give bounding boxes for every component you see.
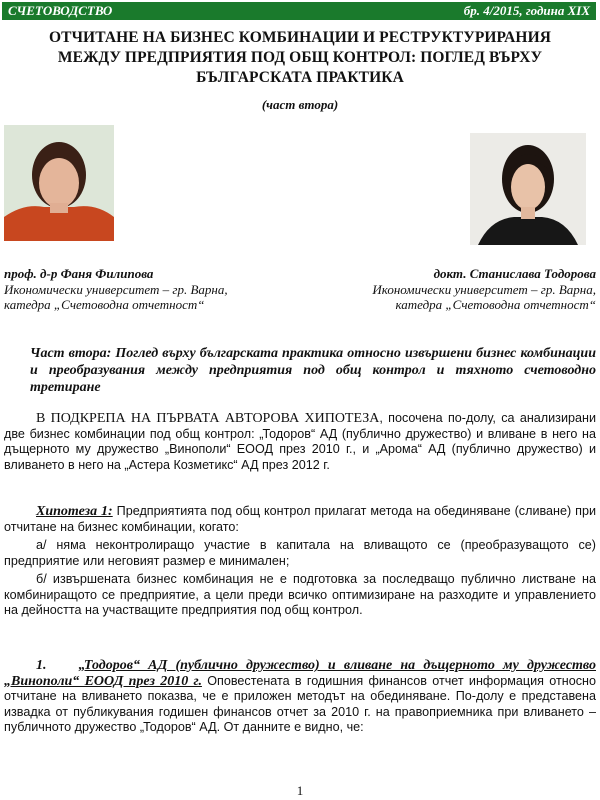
author-photo-left: [4, 125, 114, 241]
part-heading: Част втора: Поглед върху българската практика относно извършени бизнес комбинации и преобразувания между предприятия под общ контрол и тяхното счетоводно третиране: [30, 346, 596, 395]
paragraph-condition-a: [4, 538, 596, 569]
section-1-paragraph: [4, 658, 596, 736]
paragraph-hypothesis-intro: [4, 411, 596, 473]
paragraph-lead: В ПОДКРЕПА НА ПЪРВАТА АВТОРОВА ХИПОТЕЗА: [36, 411, 380, 426]
author-photo-right: [470, 133, 586, 245]
article-subtitle: (част втора): [261, 97, 339, 112]
author-name: докт. Станислава Тодорова: [433, 266, 596, 281]
condition-a-text: а/ няма неконтролиращо участие в капитала на вливащото се (преобразуващото се) предприятие или неговият размер е минимален;: [4, 538, 596, 568]
paragraph-condition-b: [4, 572, 596, 619]
author-department: катедра „Счетоводна отчетност“: [4, 297, 205, 312]
journal-header-bar: [2, 2, 596, 20]
page-number: 1: [296, 783, 304, 798]
author-left: [4, 266, 304, 313]
author-right: [306, 266, 596, 313]
section-number: 1.: [36, 658, 47, 673]
article-title: ОТЧИТАНЕ НА БИЗНЕС КОМБИНАЦИИ И РЕСТРУКТУРИРАНИЯ МЕЖДУ ПРЕДПРИЯТИЯ ПОД ОБЩ КОНТРОЛ: ПОГЛЕД ВЪРХУ БЪЛГАРСКАТА ПРАКТИКА: [48, 29, 552, 86]
paragraph-hypothesis: [4, 504, 596, 535]
issue-info: бр. 4/2015, година XIX: [463, 3, 590, 18]
author-affiliation: Икономически университет – гр. Варна,: [372, 281, 596, 297]
section-title: „Тодоров“ АД (публично дружество) и вливане на дъщерното му дружество „Винополи“ ЕООД през 2010 г.: [4, 658, 596, 689]
author-affiliation: Икономически университет – гр. Варна,: [4, 281, 228, 297]
author-department: катедра „Счетоводна отчетност“: [395, 297, 596, 312]
journal-name: СЧЕТОВОДСТВО: [8, 3, 113, 18]
condition-b-text: б/ извършената бизнес комбинация не е подготовка за последващо публично листване на комбиниращото се предприятие, а цели преди всичко оптимизиране на разходите и управлението на дейността на участващите предприятия под общ контрол.: [4, 572, 596, 617]
paragraph-text: , посочена по-долу, са анализирани две бизнес комбинации под общ контрол: „Тодоров“ АД (публично дружество) и вливане в него на дъщерното му дружество „Винополи“ ЕООД през 2010 г., и „Арома“ АД (публично дружество) и вливането в него на „Астера Козметикс“ АД през 2012 г.: [4, 411, 596, 472]
hypothesis-label: Хипотеза 1:: [36, 504, 113, 519]
hypothesis-text: Предприятията под общ контрол прилагат метода на обединяване (сливане) при отчитане на бизнес комбинации, когато:: [4, 504, 596, 534]
section-text: Оповестената в годишния финансов отчет информация относно отчитане на вливането показва, че е приложен методът на обединяване. По-долу е представена извадка от публикувания годишен финансов отчет за 2010 г. на правоприемника при вливането – публичното дружество „Тодоров“ АД. От данните е видно, че:: [4, 673, 596, 734]
author-name: проф. д-р Фаня Филипова: [4, 266, 154, 281]
